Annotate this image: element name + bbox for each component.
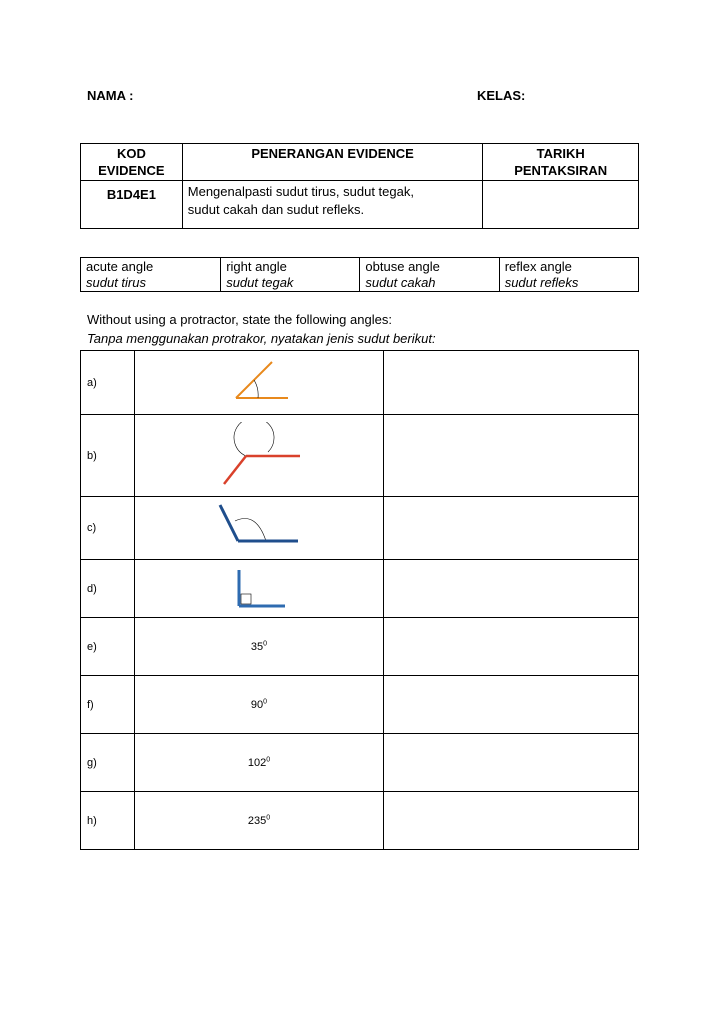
evidence-description: [182, 181, 483, 229]
vocab-obtuse: [360, 258, 499, 292]
question-label: f): [81, 676, 135, 734]
answer-cell-b[interactable]: [384, 415, 639, 497]
question-row: [81, 618, 639, 676]
evidence-code: B1D4E1: [81, 181, 183, 229]
angle-value-cell: [135, 792, 384, 850]
header-tarikh-line1: TARIKH: [536, 146, 585, 161]
acute-angle-figure: [135, 351, 384, 415]
evidence-date-cell[interactable]: [483, 181, 639, 229]
angle-number: 235: [247, 814, 267, 827]
vocab-right-ms: sudut tegak: [226, 275, 294, 290]
reflex-angle-drawing: [214, 422, 304, 490]
answer-cell-f[interactable]: [384, 676, 639, 734]
angle-number: 102: [247, 756, 267, 769]
vocab-reflex-ms: sudut refleks: [504, 275, 579, 290]
angle-value-cell: [135, 618, 384, 676]
vocab-reflex: [499, 258, 638, 292]
question-label: a): [81, 351, 135, 415]
answer-cell-e[interactable]: [384, 618, 639, 676]
vocab-right-en: right angle: [226, 259, 287, 274]
description-line1: Mengenalpasti sudut tirus, sudut tegak,: [187, 184, 414, 199]
answer-cell-d[interactable]: [384, 560, 639, 618]
description-line2: sudut cakah dan sudut refleks.: [187, 202, 365, 217]
vocab-obtuse-en: obtuse angle: [365, 259, 440, 274]
header-kod-line1: KOD: [116, 146, 146, 161]
question-label: e): [81, 618, 135, 676]
evidence-table: [80, 143, 639, 229]
question-row: [81, 676, 639, 734]
answer-cell-g[interactable]: [384, 734, 639, 792]
header-kod-line2: EVIDENCE: [98, 163, 165, 178]
header-tarikh-line2: PENTAKSIRAN: [514, 163, 608, 178]
question-label: b): [81, 415, 135, 497]
question-row: [81, 560, 639, 618]
angle-value: [248, 815, 270, 827]
header-tarikh: [483, 144, 639, 181]
angle-value: [248, 757, 270, 769]
question-row: [81, 351, 639, 415]
reflex-angle-figure: [135, 415, 384, 497]
question-label: d): [81, 560, 135, 618]
vocab-acute: [81, 258, 221, 292]
degree-mark: 0: [263, 698, 268, 706]
question-label: g): [81, 734, 135, 792]
vocab-acute-en: acute angle: [86, 259, 154, 274]
angle-value-cell: [135, 676, 384, 734]
obtuse-angle-drawing: [214, 503, 304, 553]
header-penerangan: [182, 144, 483, 181]
vocab-table: [80, 257, 639, 292]
angle-value: [251, 641, 267, 653]
question-label: c): [81, 497, 135, 560]
question-row: [81, 734, 639, 792]
header-kod-evidence: [81, 144, 183, 181]
question-row: [81, 415, 639, 497]
question-row: [81, 792, 639, 850]
instruction-malay: Tanpa menggunakan protrakor, nyatakan jenis sudut berikut:: [87, 331, 436, 346]
nama-label: NAMA :: [87, 88, 134, 103]
degree-mark: 0: [266, 756, 271, 764]
question-label: h): [81, 792, 135, 850]
acute-angle-drawing: [224, 358, 294, 408]
degree-mark: 0: [263, 640, 268, 648]
vocab-right: [221, 258, 360, 292]
answer-cell-h[interactable]: [384, 792, 639, 850]
angle-value-cell: [135, 734, 384, 792]
right-angle-figure: [135, 560, 384, 618]
right-angle-drawing: [229, 566, 289, 612]
answer-cell-c[interactable]: [384, 497, 639, 560]
degree-mark: 0: [266, 814, 271, 822]
answer-cell-a[interactable]: [384, 351, 639, 415]
question-row: [81, 497, 639, 560]
header-penerangan-text: PENERANGAN EVIDENCE: [251, 146, 414, 161]
angle-number: 35: [250, 640, 264, 653]
vocab-acute-ms: sudut tirus: [86, 275, 146, 290]
instruction-english: Without using a protractor, state the following angles:: [87, 312, 392, 327]
kelas-label: KELAS:: [477, 88, 526, 103]
angle-number: 90: [250, 698, 264, 711]
angle-value: [251, 699, 267, 711]
question-table: [80, 350, 639, 850]
obtuse-angle-figure: [135, 497, 384, 560]
vocab-obtuse-ms: sudut cakah: [365, 275, 436, 290]
vocab-reflex-en: reflex angle: [504, 259, 572, 274]
